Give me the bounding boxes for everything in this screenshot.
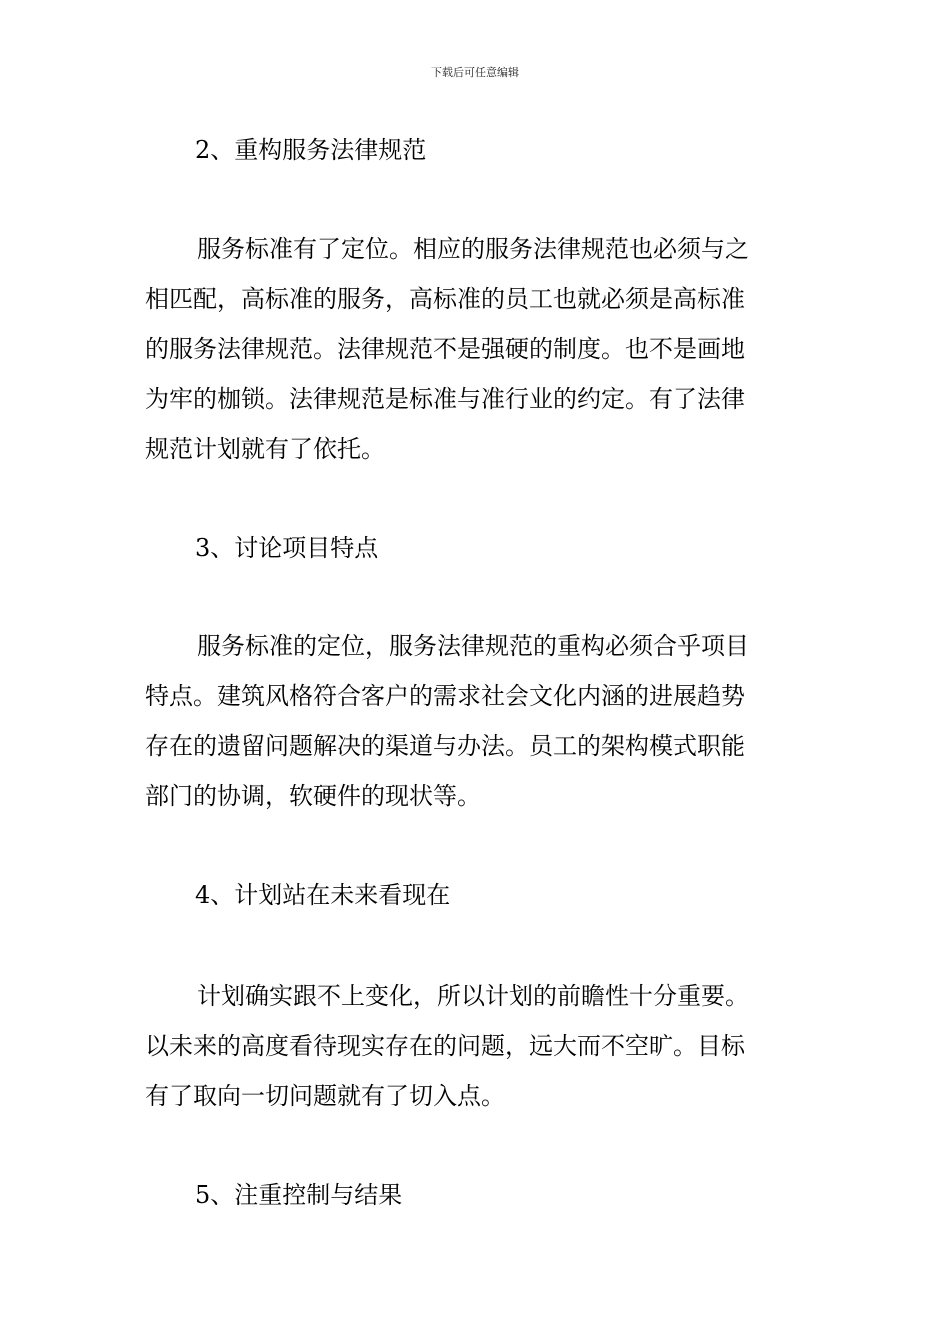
paragraph-line: 计划确实跟不上变化，所以计划的前瞻性十分重要。 (197, 982, 749, 1010)
section-heading-5: 5、注重控制与结果 (195, 1181, 403, 1209)
paragraph-line: 相匹配，高标准的服务，高标准的员工也就必须是高标准 (145, 285, 745, 313)
page-header-note: 下载后可任意编辑 (431, 66, 519, 79)
paragraph-line: 存在的遗留问题解决的渠道与办法。员工的架构模式职能 (145, 732, 745, 760)
section-paragraph-3 (145, 621, 810, 821)
paragraph-line: 的服务法律规范。法律规范不是强硬的制度。也不是画地 (145, 335, 745, 363)
paragraph-line: 规范计划就有了依托。 (145, 435, 385, 463)
paragraph-line: 部门的协调，软硬件的现状等。 (145, 782, 481, 810)
section-heading-3: 3、讨论项目特点 (195, 534, 379, 562)
section-heading-2: 2、重构服务法律规范 (195, 136, 427, 164)
paragraph-line: 为牢的枷锁。法律规范是标准与准行业的约定。有了法律 (145, 385, 745, 413)
section-heading-4: 4、计划站在未来看现在 (195, 881, 451, 909)
paragraph-line: 服务标准的定位，服务法律规范的重构必须合乎项目 (197, 632, 749, 660)
paragraph-line: 以未来的高度看待现实存在的问题，远大而不空旷。目标 (145, 1032, 745, 1060)
section-paragraph-2 (145, 224, 810, 474)
section-paragraph-4 (145, 971, 810, 1121)
paragraph-line: 服务标准有了定位。相应的服务法律规范也必须与之 (197, 235, 749, 263)
paragraph-line: 特点。建筑风格符合客户的需求社会文化内涵的进展趋势 (145, 682, 745, 710)
paragraph-line: 有了取向一切问题就有了切入点。 (145, 1082, 505, 1110)
